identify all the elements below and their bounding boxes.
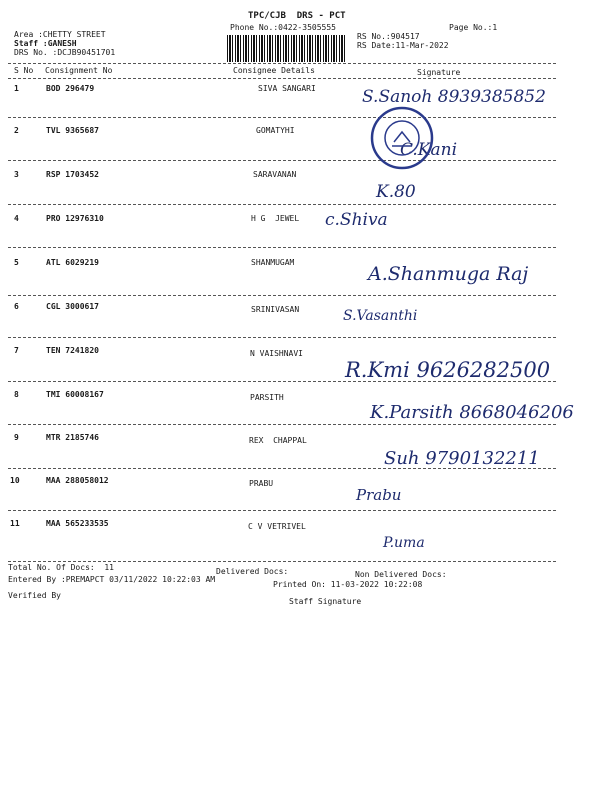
row-signature: R.Kmi 9626282500 — [345, 358, 551, 382]
phone-number: Phone No.:0422-3505555 — [230, 23, 336, 32]
row-sno: 3 — [14, 170, 19, 179]
row-sno: 5 — [14, 258, 19, 267]
divider — [8, 204, 556, 205]
col-consignee: Consignee Details — [233, 66, 315, 75]
row-signature: Suh 9790132211 — [384, 448, 540, 469]
row-consignee: SHANMUGAM — [251, 258, 295, 267]
row-consignment: PRO 12976310 — [46, 214, 104, 223]
row-consignee: N VAISHNAVI — [250, 349, 303, 358]
row-sno: 7 — [14, 346, 19, 355]
col-signature: Signature — [417, 68, 461, 77]
drs-number: DRS No. :DCJB90451701 — [14, 48, 116, 57]
rs-number: RS No.:904517 — [357, 32, 420, 41]
col-sno: S No — [14, 66, 34, 75]
staff-label: Staff :GANESH — [14, 39, 77, 48]
delivered-docs: Delivered Docs: — [216, 567, 289, 576]
row-consignment: TMI 60008167 — [46, 390, 104, 399]
printed-on: Printed On: 11-03-2022 10:22:08 — [273, 580, 423, 589]
page-number: Page No.:1 — [449, 23, 498, 32]
row-consignment: MAA 565233535 — [46, 519, 109, 528]
row-consignee: SIVA SANGARI — [258, 84, 316, 93]
row-sno: 6 — [14, 302, 19, 311]
row-signature: P.uma — [383, 535, 425, 551]
row-consignment: TEN 7241820 — [46, 346, 99, 355]
row-signature: C.Kani — [400, 140, 458, 160]
row-consignee: PRABU — [249, 479, 274, 488]
row-consignee: REX CHAPPAL — [249, 436, 307, 445]
row-consignee: SARAVANAN — [253, 170, 297, 179]
divider — [8, 561, 556, 562]
row-signature: K.80 — [376, 182, 416, 202]
verified-by: Verified By — [8, 591, 61, 600]
row-sno: 11 — [10, 519, 20, 528]
row-sno: 4 — [14, 214, 19, 223]
barcode — [227, 35, 347, 62]
row-consignee: SRINIVASAN — [251, 305, 300, 314]
row-signature: Prabu — [356, 486, 402, 504]
document-title: TPC/CJB DRS - PCT — [248, 11, 346, 21]
divider — [8, 63, 556, 64]
row-consignment: MTR 2185746 — [46, 433, 99, 442]
row-sno: 2 — [14, 126, 19, 135]
company-stamp — [370, 106, 434, 170]
row-consignment: BOD 296479 — [46, 84, 95, 93]
non-delivered-docs: Non Delivered Docs: — [355, 570, 447, 579]
row-sno: 8 — [14, 390, 19, 399]
divider — [8, 424, 556, 425]
divider — [8, 468, 556, 469]
row-signature: c.Shiva — [325, 210, 388, 230]
row-consignee: C V VETRIVEL — [248, 522, 306, 531]
row-signature: S.Sanoh 8939385852 — [362, 87, 546, 107]
divider — [8, 78, 556, 79]
row-signature: K.Parsith 8668046206 — [370, 402, 574, 423]
row-consignee: GOMATYHI — [256, 126, 295, 135]
entered-by: Entered By :PREMAPCT 03/11/2022 10:22:03 AM — [8, 575, 216, 584]
divider — [8, 295, 556, 296]
row-consignment: TVL 9365687 — [46, 126, 99, 135]
divider — [8, 247, 556, 248]
total-docs: Total No. Of Docs: 11 — [8, 563, 114, 572]
col-consignment: Consignment No — [45, 66, 113, 75]
row-consignee: PARSITH — [250, 393, 284, 402]
divider — [8, 117, 556, 118]
row-consignment: ATL 6029219 — [46, 258, 99, 267]
row-sno: 1 — [14, 84, 19, 93]
row-consignee: H G JEWEL — [251, 214, 300, 223]
area-label: Area :CHETTY STREET — [14, 30, 106, 39]
row-consignment: RSP 1703452 — [46, 170, 99, 179]
divider — [8, 381, 556, 382]
row-consignment: MAA 288058012 — [46, 476, 109, 485]
divider — [8, 337, 556, 338]
divider — [8, 510, 556, 511]
row-sno: 10 — [10, 476, 20, 485]
row-sno: 9 — [14, 433, 19, 442]
rs-date: RS Date:11-Mar-2022 — [357, 41, 449, 50]
row-consignment: CGL 3000617 — [46, 302, 99, 311]
staff-signature: Staff Signature — [289, 597, 362, 606]
row-signature: S.Vasanthi — [343, 308, 418, 324]
row-signature: A.Shanmuga Raj — [368, 263, 529, 285]
divider — [8, 160, 556, 161]
